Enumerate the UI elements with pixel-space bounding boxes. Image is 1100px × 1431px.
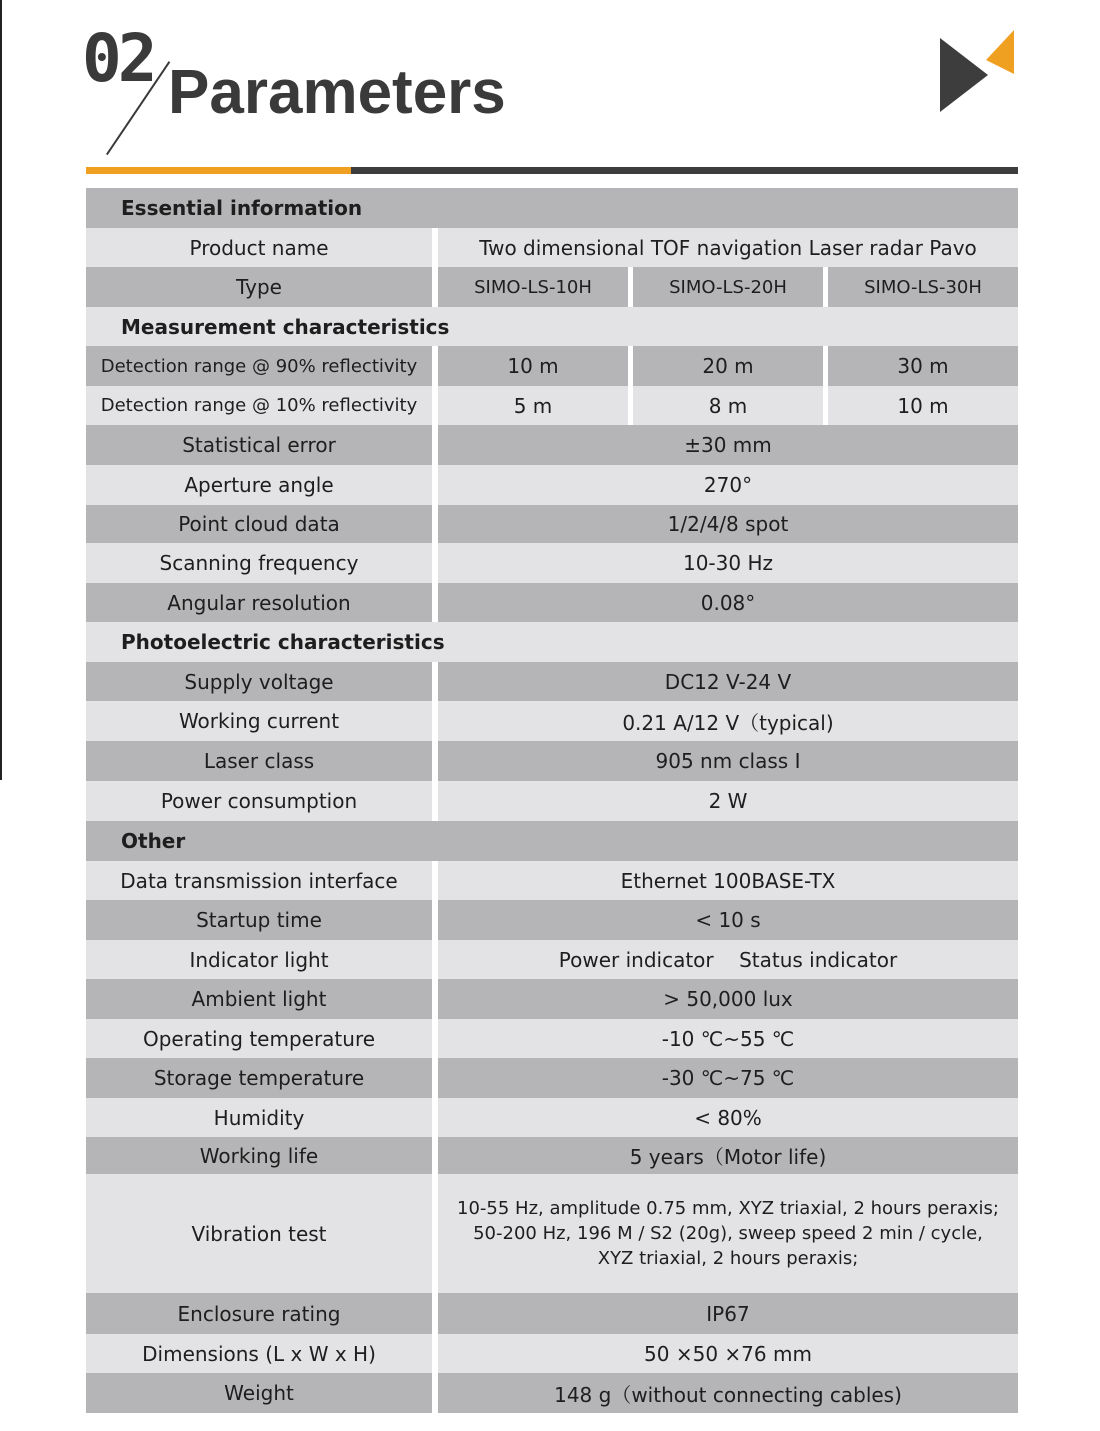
row-label: Humidity	[86, 1098, 432, 1137]
row-label: Weight	[86, 1373, 432, 1413]
row-value: 148 g（without connecting cables)	[438, 1373, 1018, 1413]
model-cell: SIMO-LS-20H	[633, 267, 823, 307]
row-value: < 80%	[438, 1098, 1018, 1137]
row-value	[438, 1174, 1018, 1293]
row-label: Detection range @ 10% reflectivity	[86, 386, 432, 425]
row-value: 1/2/4/8 spot	[438, 505, 1018, 543]
section-number: 02	[82, 20, 154, 97]
table-row	[86, 267, 1018, 307]
table-row	[86, 662, 1018, 701]
play-logo-icon	[938, 28, 1018, 114]
header-divider	[86, 167, 1018, 174]
row-value: > 50,000 lux	[438, 979, 1018, 1019]
row-label: Ambient light	[86, 979, 432, 1019]
row-label: Product name	[86, 228, 432, 267]
parameters-table	[86, 188, 1018, 1413]
section-row	[86, 622, 1018, 662]
row-value: 2 W	[438, 781, 1018, 821]
row-label: Point cloud data	[86, 505, 432, 543]
row-value: Power indicator Status indicator	[438, 940, 1018, 979]
row-value: Ethernet 100BASE-TX	[438, 861, 1018, 900]
row-label: Storage temperature	[86, 1058, 432, 1098]
section-row	[86, 821, 1018, 861]
table-row	[86, 543, 1018, 583]
table-row	[86, 900, 1018, 940]
vibration-line: XYZ triaxial, 2 hours peraxis;	[597, 1248, 859, 1269]
row-label: Startup time	[86, 900, 432, 940]
row-value: Two dimensional TOF navigation Laser radar Pavo	[438, 228, 1018, 267]
page-title: Parameters	[168, 58, 506, 127]
page-edge-line	[0, 0, 2, 780]
row-label: Supply voltage	[86, 662, 432, 701]
table-row	[86, 1137, 1018, 1174]
row-label: Data transmission interface	[86, 861, 432, 900]
table-row	[86, 741, 1018, 781]
table-row	[86, 465, 1018, 505]
row-value: 270°	[438, 465, 1018, 505]
range-cell: 10 m	[828, 386, 1018, 425]
row-label: Operating temperature	[86, 1019, 432, 1058]
table-row	[86, 940, 1018, 979]
row-label: Dimensions (L x W x H)	[86, 1334, 432, 1373]
model-cell: SIMO-LS-10H	[438, 267, 628, 307]
table-row	[86, 425, 1018, 465]
table-row	[86, 583, 1018, 622]
table-row	[86, 781, 1018, 821]
table-row	[86, 1334, 1018, 1373]
row-value: IP67	[438, 1293, 1018, 1334]
table-row	[86, 228, 1018, 267]
range-cell: 20 m	[633, 346, 823, 386]
row-label: Detection range @ 90% reflectivity	[86, 346, 432, 386]
model-cell: SIMO-LS-30H	[828, 267, 1018, 307]
section-heading: Other	[86, 821, 1018, 861]
vibration-line: 50-200 Hz, 196 M / S2 (20g), sweep speed 2 min / cycle,	[473, 1223, 983, 1244]
row-label: Working current	[86, 701, 432, 741]
row-label: Laser class	[86, 741, 432, 781]
table-row	[86, 1058, 1018, 1098]
row-label: Working life	[86, 1137, 432, 1174]
row-value: -10 ℃~55 ℃	[438, 1019, 1018, 1058]
row-value: 0.08°	[438, 583, 1018, 622]
row-label: Type	[86, 267, 432, 307]
range-cell: 5 m	[438, 386, 628, 425]
table-row	[86, 1174, 1018, 1293]
row-value: 0.21 A/12 V（typical)	[438, 701, 1018, 741]
divider-dark	[351, 167, 1018, 174]
section-heading: Essential information	[86, 188, 1018, 228]
divider-accent	[86, 167, 351, 174]
table-row	[86, 505, 1018, 543]
table-row	[86, 1098, 1018, 1137]
range-cell: 30 m	[828, 346, 1018, 386]
vibration-line: 10-55 Hz, amplitude 0.75 mm, XYZ triaxial, 2 hours peraxis;	[457, 1198, 999, 1219]
row-label: Vibration test	[86, 1174, 432, 1293]
table-row	[86, 346, 1018, 386]
range-cell: 8 m	[633, 386, 823, 425]
table-row	[86, 861, 1018, 900]
row-value: DC12 V-24 V	[438, 662, 1018, 701]
row-label: Aperture angle	[86, 465, 432, 505]
table-row	[86, 701, 1018, 741]
row-label: Indicator light	[86, 940, 432, 979]
row-value: 50 ×50 ×76 mm	[438, 1334, 1018, 1373]
row-label: Power consumption	[86, 781, 432, 821]
row-value: 5 years（Motor life)	[438, 1137, 1018, 1174]
section-heading: Photoelectric characteristics	[86, 622, 1018, 662]
row-label: Statistical error	[86, 425, 432, 465]
row-value: 905 nm class I	[438, 741, 1018, 781]
row-value: ±30 mm	[438, 425, 1018, 465]
row-value: 10-30 Hz	[438, 543, 1018, 583]
row-value: -30 ℃~75 ℃	[438, 1058, 1018, 1098]
table-row	[86, 1373, 1018, 1413]
section-row	[86, 307, 1018, 346]
section-row	[86, 188, 1018, 228]
row-label: Scanning frequency	[86, 543, 432, 583]
row-label: Angular resolution	[86, 583, 432, 622]
range-cell: 10 m	[438, 346, 628, 386]
row-value: < 10 s	[438, 900, 1018, 940]
table-row	[86, 1293, 1018, 1334]
table-row	[86, 979, 1018, 1019]
section-heading: Measurement characteristics	[86, 307, 1018, 346]
table-row	[86, 386, 1018, 425]
row-label: Enclosure rating	[86, 1293, 432, 1334]
table-row	[86, 1019, 1018, 1058]
